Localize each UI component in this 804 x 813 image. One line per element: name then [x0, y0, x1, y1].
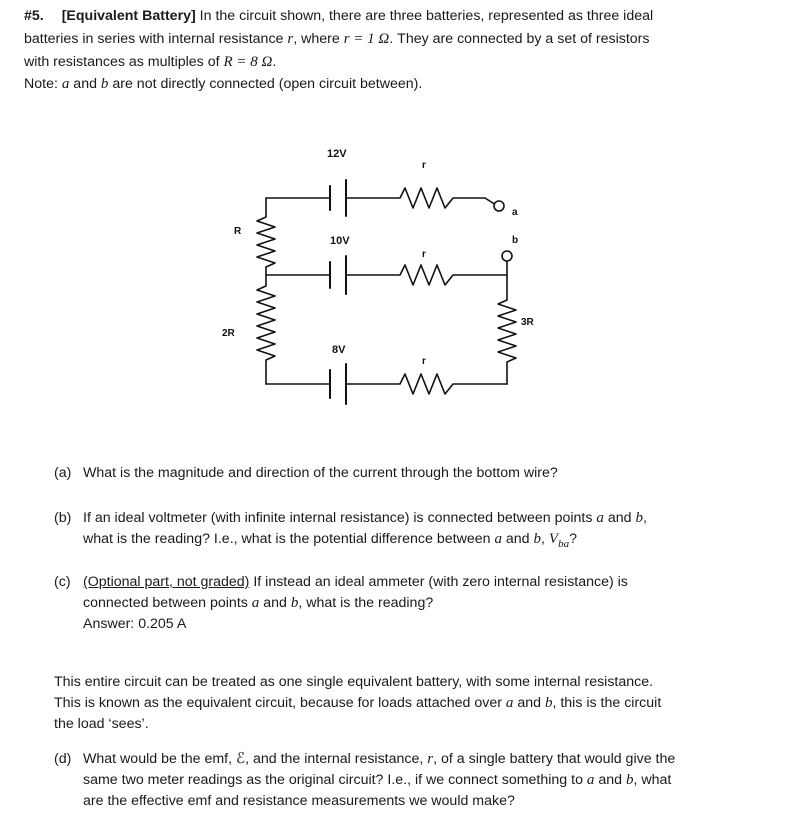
var-a: a: [586, 772, 595, 788]
question-b-text: [83, 508, 753, 555]
var-b: b: [635, 510, 643, 526]
right-resistor-3R: [498, 275, 516, 384]
question-c-text: [83, 572, 753, 635]
var-b: b: [625, 772, 634, 788]
question-c-line1: If instead an ideal ammeter (with zero internal resistance) is: [249, 574, 628, 590]
bottom-branch-wire: [266, 374, 507, 394]
question-d-label: (d): [54, 751, 72, 767]
terminal-a: [494, 201, 504, 211]
equivalent-line-2: [54, 693, 774, 714]
question-a-text: What is the magnitude and direction of the current through the bottom wire?: [83, 465, 558, 481]
var-b: b: [100, 76, 109, 92]
equivalent-line-3: the load ‘sees’.: [54, 716, 149, 732]
note-text: are not directly connected (open circuit between).: [108, 76, 423, 92]
question-d-line3: are the effective emf and resistance measurements we would make?: [83, 793, 515, 809]
terminal-b: [502, 251, 512, 261]
period: .: [272, 54, 277, 70]
label-12v: 12V: [327, 148, 347, 160]
label-R: R: [234, 226, 242, 237]
question-c-line2: connected between points: [83, 595, 252, 611]
question-c-line2b: , what is the reading?: [298, 595, 434, 611]
mid-branch-wire: [266, 262, 507, 285]
var-b: b: [290, 595, 299, 611]
question-d-line2b: , what: [633, 772, 672, 788]
var-b: b: [533, 531, 541, 547]
var-a: a: [251, 595, 260, 611]
equivalent-line-2b: , this is the circuit: [552, 695, 662, 711]
var-r: r: [287, 31, 294, 47]
question-b-label: (b): [54, 510, 72, 526]
label-r-mid: r: [422, 249, 426, 260]
question-d-line2a: same two meter readings as the original circuit? I.e., if we connect something to: [83, 772, 587, 788]
problem-number: #5.: [24, 8, 44, 24]
problem-title: [Equivalent Battery]: [61, 8, 196, 24]
question-mark: ?: [569, 531, 577, 547]
intro-where: , where: [293, 31, 344, 47]
label-r-top: r: [422, 160, 426, 171]
left-wire: [257, 198, 275, 384]
var-V-subscript: ba: [558, 537, 570, 550]
and-word: and: [513, 695, 545, 711]
label-8v: 8V: [332, 344, 346, 356]
and-word: and: [603, 510, 636, 526]
question-c-answer: Answer: 0.205 A: [83, 616, 187, 632]
question-a-label: (a): [54, 465, 72, 481]
var-b: b: [544, 695, 553, 711]
intro-text-3a: with resistances as multiples of: [24, 54, 224, 70]
note-label: Note:: [24, 76, 62, 92]
var-a: a: [596, 510, 604, 526]
question-d-line1c: , of a single battery that would give the: [433, 751, 676, 767]
label-2R: 2R: [222, 328, 235, 339]
var-a: a: [505, 695, 514, 711]
eq-R-value: R = 8 Ω: [223, 54, 273, 70]
optional-note: (Optional part, not graded): [83, 574, 250, 590]
label-b: b: [512, 235, 519, 246]
var-a: a: [494, 531, 502, 547]
intro-text-2a: batteries in series with internal resistance: [24, 31, 288, 47]
equivalent-line-2a: This is known as the equivalent circuit, because for loads attached over: [54, 695, 506, 711]
var-r: r: [427, 751, 434, 767]
and-word: and: [69, 76, 101, 92]
var-V: V: [548, 531, 559, 547]
and-word: and: [594, 772, 626, 788]
top-branch-wire: [266, 188, 496, 208]
comma: ,: [642, 510, 647, 526]
label-3R: 3R: [521, 317, 534, 328]
question-b-line1: If an ideal voltmeter (with infinite internal resistance) is connected between points: [83, 510, 597, 526]
intro-text-2b: . They are connected by a set of resistors: [389, 31, 650, 47]
question-d-line1a: What would be the emf,: [83, 751, 236, 767]
and-word: and: [501, 531, 534, 547]
var-a: a: [61, 76, 70, 92]
question-c-label: (c): [54, 574, 71, 590]
emf-symbol: ℰ: [236, 751, 246, 767]
question-b-line2: what is the reading? I.e., what is the potential difference between: [83, 531, 495, 547]
label-r-bot: r: [422, 356, 426, 367]
question-d-line1b: , and the internal resistance,: [245, 751, 428, 767]
equivalent-paragraph: [54, 672, 774, 735]
equivalent-line-1: This entire circuit can be treated as one single equivalent battery, with some internal resistance.: [54, 674, 654, 690]
comma: ,: [541, 531, 545, 547]
label-a: a: [512, 207, 518, 218]
question-d-text: [83, 749, 753, 812]
eq-r-value: r = 1 Ω: [343, 31, 390, 47]
intro-text-1: In the circuit shown, there are three batteries, represented as three ideal: [199, 8, 654, 24]
label-10v: 10V: [330, 235, 350, 247]
and-word: and: [259, 595, 291, 611]
